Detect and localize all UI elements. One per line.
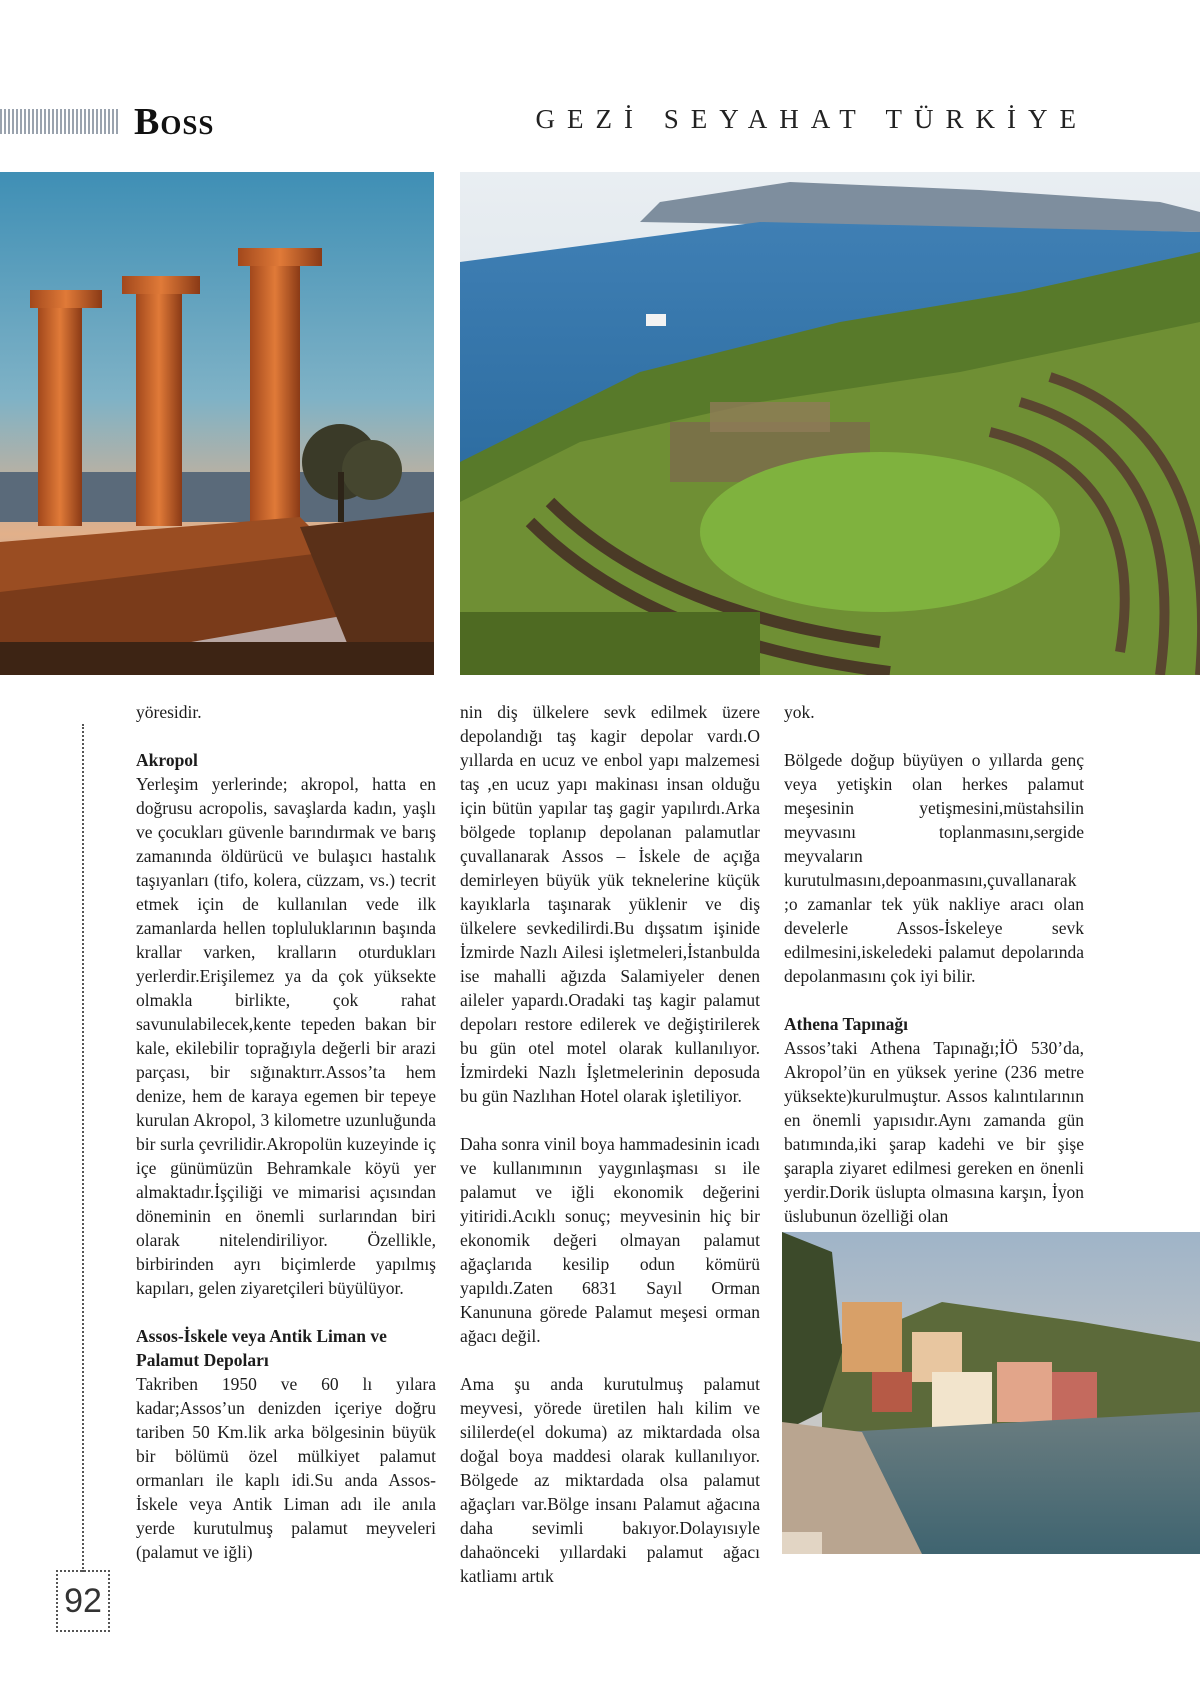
photo-harbour-village: [782, 1232, 1200, 1554]
dotted-side-rule: [82, 724, 84, 1572]
athena-paragraph: Assos’taki Athena Tapınağı;İÖ 530’da, Akropol’ün en yüksek yerine (236 metre yüksekte)kurulmuştur. Assos kalıntılarının en önemli yapısıdır.Aynı zamanda gün batımında,iki şarap kadehi ve bir şişe şarapla ziyaret edilmesi gereken en önenli yerdir.Dorik üslupta olmasına karşın, İyon üslubunun özelliği olan: [784, 1038, 1084, 1226]
photo-temple-columns: [0, 172, 434, 675]
akropol-paragraph: Yerleşim yerlerinde; akropol, hatta en doğrusu acropolis, savaşlarda kadın, yaşlı ve çocukları güvenle barındırmak ve barış zamanında öldürücü ve bulaşıcı hastalık taşıyanları (tifo, kolera, cüzzam, vs.) tecrit etmek için de kullanılan vede ilk zamanlarda hellen topluluklarının başında krallar varken, kralların oturdukları yerlerdir.Erişilemez ya da çok yüksekte olmakla birlikte, çok rahat savunulabilecek,kente tepeden bakan bir kale, ekilebilir toprağıyla değerli bir arazi parçası, bir sığınaktırr.Assos’ta hem denize, hem de karaya egemen bir tepeye kurulan Akropol, 3 kilometre uzunluğunda bir surla çevrilidir.Akropolün kuzeyinde iç içe günümüzün Behramkale köyü yer almaktadır.İşçiliği ve mimarisi açısından döneminin en önemli surlarından biri olarak nitelendiriliyor. Özellikle, birbirinden ayrı biçimlerde yapılmış kapıları, gelen ziyaretçileri büyülüyor.: [136, 774, 436, 1298]
heading-liman: Assos-İskele veya Antik Liman ve Palamut Depoları: [136, 1326, 387, 1370]
header-stripes: [0, 109, 120, 134]
heading-athena: Athena Tapınağı: [784, 1014, 909, 1034]
depolar-paragraph: nin diş ülkelere sevk edilmek üzere depolandığı taş kagir depolar vardı.O yıllarda en ucuz ve enbol yapı malzemesi taş ,en ucuz yapı makinası insan olduğu için bütün yapılar taş gagir yapılırdı.Arka bölgede toplanıp depolanan palamutlar çuvallanarak Assos – İskele de açığa demirleyen büyük yük teknelerine küçük kayıklarla taşınarak yüklenir ve diş ülkelere sevkedilirdi.Bu dışsatım işinide İzmirde Nazlı Ailesi işletmeleri,İstanbulda ise mahalli ağızda Salamiyeler denen aileler yapardı.Oradaki taş kagir palamut depoları restore edilerek ve değiştirilerek bu gün otel motel olarak kullanılıyor. İzmirdeki Nazlı İşletmelerinin deposuda bu gün Nazlıhan Hotel olarak işletiliyor.: [460, 702, 760, 1106]
brand-logo: Boss: [134, 101, 215, 143]
section-title: GEZİ SEYAHAT TÜRKİYE: [535, 104, 1088, 134]
text-column-1: [136, 700, 436, 1564]
vinil-paragraph: Daha sonra vinil boya hammadesinin icadı ve kullanımının yaygınlaşması sı ile palamut ve iğli ekonomik değerini yitiridi.Acıklı sonuç; meyvesinin hiç bir ekonomik değeri olmayan palamut ağaçlarıda kesilip odun kömürü yapıldı.Zaten 6831 Sayıl Orman Kanununa görede Palamut meşesi orman ağacı değil.: [460, 1134, 760, 1346]
column1-intro: yöresidir.: [136, 702, 202, 722]
heading-akropol: Akropol: [136, 750, 198, 770]
liman-paragraph: Takriben 1950 ve 60 lı yılara kadar;Assos’un denizden içeriye doğru tariben 50 Km.lik arka bölgesinin büyük bir bölümü özel mülkiyet palamut ormanları ile kaplı idi.Su anda Assos-İskele veya Antik Liman adı ile anıla yerde kurutulmuş palamut meyveleri (palamut ve iğli): [136, 1374, 436, 1562]
column3-intro: yok.: [784, 702, 815, 722]
palamut-paragraph: Ama şu anda kurutulmuş palamut meyvesi, yörede üretilen halı kilim ve sililerde(el dokuma) az miktardada olsa doğal boya maddesi olarak kullanılıyor. Bölgede az miktardada olsa palamut ağaçları var.Bölge insanı Palamut ağacına daha sevimli bakıyor.Dolayısıyle dahaönceki yıllardaki palamut ağacı katliamı artık: [460, 1374, 760, 1586]
photo-ancient-theatre: [460, 172, 1200, 675]
text-column-2: [460, 700, 760, 1588]
page-number: 92: [56, 1570, 110, 1632]
bolge-paragraph: Bölgede doğup büyüyen o yıllarda genç veya yetişkin olan herkes palamut meşesinin yetişmesini,müstahsilin meyvasını toplanmasını,sergide meyvaların kurutulmasını,depoanmasını,çuvallanarak ;o zamanlar tek yük nakliye aracı olan develerle Assos-İskeleye sevk edilmesini,iskeledeki palamut depolarında depolanmasını çok iyi bilir.: [784, 750, 1084, 986]
text-column-3: [784, 700, 1084, 1228]
